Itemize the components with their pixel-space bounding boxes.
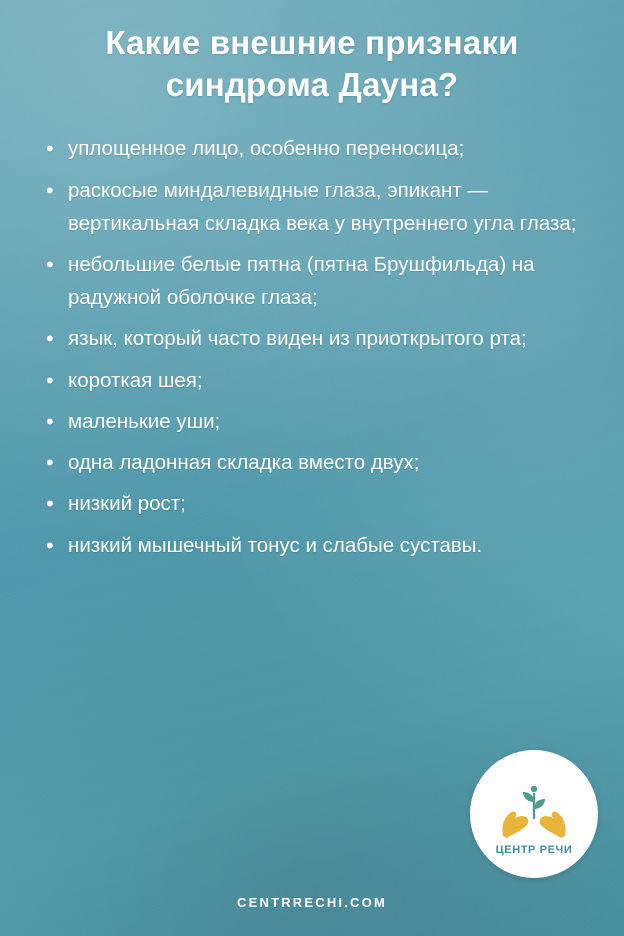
website-footer: CENTRRECHI.COM xyxy=(237,895,387,910)
hands-plant-icon xyxy=(497,772,571,842)
logo-text: ЦЕНТР РЕЧИ xyxy=(495,844,573,856)
list-item: • уплощенное лицо, особенно переносица; xyxy=(46,132,598,165)
list-item: • низкий мышечный тонус и слабые суставы. xyxy=(46,529,598,562)
symptom-list xyxy=(0,132,624,561)
page-title: Какие внешние признаки синдрома Дауна? xyxy=(105,24,519,104)
list-item: • одна ладонная складка вместо двух; xyxy=(46,446,598,479)
list-item: • раскосые миндалевидные глаза, эпикант — вертикальная складка века у внутреннего угла глаза; xyxy=(46,174,598,240)
logo xyxy=(470,750,598,878)
list-item: • короткая шея; xyxy=(46,364,598,397)
list-item: • низкий рост; xyxy=(46,487,598,520)
list-item: • небольшие белые пятна (пятна Брушфильда) на радужной оболочке глаза; xyxy=(46,248,598,314)
list-item: • язык, который часто виден из приоткрытого рта; xyxy=(46,322,598,355)
list-item: • маленькие уши; xyxy=(46,405,598,438)
